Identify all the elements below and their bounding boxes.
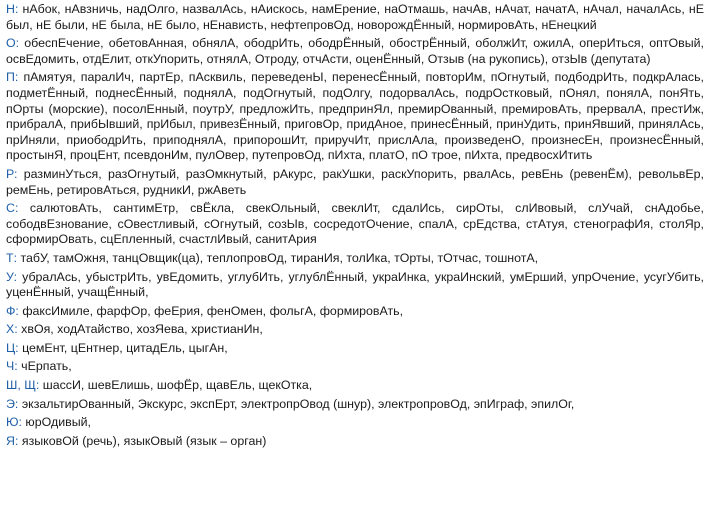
entry-letter: Ю: [6, 415, 22, 430]
entry-words: хвОя, ходАтайство, хозЯева, христианИн, [21, 322, 263, 337]
entry-letter: О: [6, 36, 20, 51]
entry-words: чЕрпать, [21, 359, 72, 374]
entry-words: разминУться, разОгнутый, разОмкнутый, рАкурс, ракУшки, раскУпорить, рвалАсь, ревЕнь (ревенЁм), револьвЕр, ремЕнь, ретировАться, рудникИ, ржАветь [6, 166, 704, 197]
entry-n [6, 2, 704, 33]
entry-letter: Ф: [6, 303, 19, 318]
entry-letter: Х: [6, 322, 18, 337]
entry-o [6, 36, 704, 67]
entry-letter: Ч: [6, 359, 18, 374]
entry-f [6, 304, 704, 320]
entry-words: факсИмиле, фарфОр, феЕрия, фенОмен, фольгА, формировАть, [22, 303, 404, 318]
entry-letter: Н: [6, 2, 19, 16]
entry-s [6, 201, 704, 248]
entry-words: салютовАть, сантимЕтр, свЁкла, свекОльный, свеклИт, сдалИсь, сирОты, слИвовый, слУчай, снАдобье, сободвЕзнование, сОвестливый, сОгнутый, созЫв, сосредотОчение, спалА, срЕдства, стАтуя, стенографИя, столЯр, сформирОвать, сцЕпленный, счастлИвый, санитАрия [6, 201, 704, 247]
entry-ts [6, 341, 704, 357]
entry-words: шассИ, шевЕлишь, шофЁр, щавЕль, щекОтка, [42, 378, 313, 393]
entry-letter: Я: [6, 433, 19, 448]
entry-sh [6, 378, 704, 394]
entry-words: пАмятуя, паралИч, партЕр, пАсквиль, переведенЫ, перенесЁнный, повторИм, пОгнутый, подбодрИть, подкрАлась, подметЁнный, поднесЁнный, поднялА, подОгнутый, подОлгу, подорвалАсь, подрОстковый, пОнял, понялА, понЯть, пОрты (морские), посолЕнный, поутрУ, предложИть, предпринЯл, премирОванный, премировАть, прервалА, престИж, прибралА, прибЫвший, прИбыл, привезЁнный, приговОр, придАное, принесЁнный, принУдить, принЯвший, принялАсь, прИняли, приободрИть, приподнялА, припорошИт, приручИт, прислАла, произведенО, произнесЕн, произнесЁнный, простынЯ, процЕнт, псевдонИм, пулОвер, путепровОд, пИхта, платО, пО трое, пИхта, предвосхИтить [6, 70, 704, 163]
entry-letter: Ш, Щ: [6, 378, 40, 393]
entry-words: языковОй (речь), языкОвый (язык – орган) [21, 433, 267, 448]
entry-words: обеспЕчение, обетовАнная, обнялА, ободрИть, ободрЁнный, обострЁнный, оболжИт, ожилА, оперИться, оптОвый, освЕдомить, отдЕлит, откУпорить, отнялА, Отроду, отчАсти, оценЁнный, Отзыв (на рукопись), отзЫв (депутата) [6, 36, 704, 66]
entry-words: табУ, тамОжня, танцОвщик(ца), теплопровОд, тиранИя, толИка, тОрты, тОтчас, тошнотА, [20, 250, 539, 265]
entry-letter: Т: [6, 250, 18, 265]
entry-ch [6, 359, 704, 375]
entry-letter: П: [6, 70, 19, 85]
entry-letter: У: [6, 269, 18, 284]
entry-ya [6, 434, 704, 450]
entry-letter: Ц: [6, 340, 19, 355]
entry-letter: С: [6, 201, 19, 216]
entry-t [6, 251, 704, 267]
entry-p [6, 70, 704, 164]
entry-kh [6, 322, 704, 338]
entry-words: нАбок, нАвзничь, надОлго, назвалАсь, нАискось, намЕрение, наОтмашь, начАв, нАчат, начатА, нАчал, началАсь, нЕ был, нЕ были, нЕ была, нЕ было, нЕнависть, нефтепровОд, новорождЁнный, нормировАть, нЕнецкий [6, 2, 704, 32]
entry-words: экзальтирОванный, Экскурс, экспЕрт, электропрОвод (шнур), электропровОд, эпИграф, эпилОг, [21, 396, 575, 411]
entry-yu [6, 415, 704, 431]
entry-u [6, 270, 704, 301]
entry-e [6, 397, 704, 413]
entry-words: убралАсь, убыстрИть, увЕдомить, углубИть, углублЁнный, украИнка, украИнский, умЕрший, упрОчение, усугУбить, уценЁнный, учащЁнный, [6, 269, 704, 300]
entry-letter: Э: [6, 396, 19, 411]
entry-letter: Р: [6, 166, 18, 181]
entry-r [6, 167, 704, 198]
entry-words: юрОдивый, [25, 415, 91, 430]
entry-words: цемЕнт, цЕнтнер, цитадЕль, цыгАн, [22, 340, 228, 355]
